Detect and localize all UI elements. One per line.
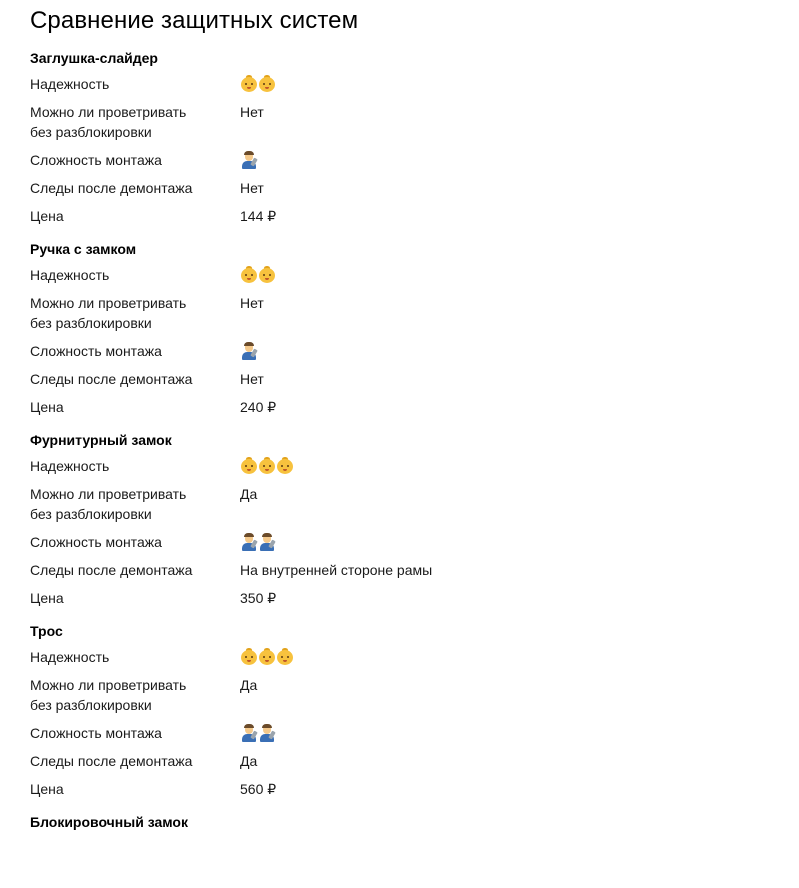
installation-label: Сложность монтажа — [30, 152, 162, 168]
ventilation-row — [30, 293, 790, 333]
price-row — [30, 779, 790, 799]
ventilation-value: Нет — [240, 104, 264, 120]
price-label: Цена — [30, 399, 64, 415]
traces-label: Следы после демонтажа — [30, 562, 193, 578]
ventilation-label: Можно ли проветривать без разблокировки — [30, 104, 187, 140]
ventilation-label: Можно ли проветривать без разблокировки — [30, 677, 187, 713]
comparison-page — [30, 0, 790, 830]
baby-face-icon — [276, 648, 294, 666]
system-section — [30, 623, 790, 799]
system-section — [30, 241, 790, 417]
installation-label: Сложность монтажа — [30, 534, 162, 550]
reliability-rating — [240, 74, 790, 94]
baby-face-icon — [240, 75, 258, 93]
traces-value: На внутренней стороне рамы — [240, 562, 433, 578]
price-value: 350 ₽ — [240, 590, 277, 606]
ventilation-row — [30, 675, 790, 715]
traces-label: Следы после демонтажа — [30, 371, 193, 387]
price-value: 560 ₽ — [240, 781, 277, 797]
price-row — [30, 206, 790, 226]
reliability-row — [30, 74, 790, 94]
mechanic-icon — [258, 724, 276, 742]
reliability-row — [30, 647, 790, 667]
reliability-rating — [240, 456, 790, 476]
reliability-rating — [240, 647, 790, 667]
baby-face-icon — [258, 75, 276, 93]
baby-face-icon — [258, 266, 276, 284]
reliability-label: Надежность — [30, 267, 110, 283]
traces-value: Да — [240, 753, 258, 769]
installation-rating — [240, 532, 790, 552]
price-label: Цена — [30, 781, 64, 797]
traces-value: Нет — [240, 180, 264, 196]
installation-row — [30, 723, 790, 743]
reliability-row — [30, 456, 790, 476]
system-section — [30, 50, 790, 226]
price-value: 240 ₽ — [240, 399, 277, 415]
mechanic-icon — [240, 724, 258, 742]
baby-face-icon — [240, 648, 258, 666]
reliability-label: Надежность — [30, 76, 110, 92]
price-row — [30, 397, 790, 417]
traces-label: Следы после демонтажа — [30, 180, 193, 196]
baby-face-icon — [240, 266, 258, 284]
installation-label: Сложность монтажа — [30, 343, 162, 359]
price-row — [30, 588, 790, 608]
traces-row — [30, 369, 790, 389]
system-name: Заглушка-слайдер — [30, 50, 158, 66]
ventilation-row — [30, 102, 790, 142]
system-section — [30, 432, 790, 608]
reliability-rating — [240, 265, 790, 285]
mechanic-icon — [258, 533, 276, 551]
price-label: Цена — [30, 590, 64, 606]
traces-row — [30, 560, 790, 580]
traces-row — [30, 178, 790, 198]
installation-row — [30, 532, 790, 552]
mechanic-icon — [240, 342, 258, 360]
system-section — [30, 814, 790, 830]
mechanic-icon — [240, 151, 258, 169]
installation-label: Сложность монтажа — [30, 725, 162, 741]
ventilation-value: Нет — [240, 295, 264, 311]
ventilation-value: Да — [240, 677, 258, 693]
system-name: Блокировочный замок — [30, 814, 188, 830]
reliability-row — [30, 265, 790, 285]
ventilation-label: Можно ли проветривать без разблокировки — [30, 295, 187, 331]
ventilation-value: Да — [240, 486, 258, 502]
installation-rating — [240, 341, 790, 361]
ventilation-label: Можно ли проветривать без разблокировки — [30, 486, 187, 522]
price-value: 144 ₽ — [240, 208, 277, 224]
mechanic-icon — [240, 533, 258, 551]
ventilation-row — [30, 484, 790, 524]
baby-face-icon — [276, 457, 294, 475]
installation-row — [30, 150, 790, 170]
traces-value: Нет — [240, 371, 264, 387]
baby-face-icon — [258, 457, 276, 475]
price-label: Цена — [30, 208, 64, 224]
installation-rating — [240, 150, 790, 170]
system-name: Ручка с замком — [30, 241, 137, 257]
system-name: Фурнитурный замок — [30, 432, 172, 448]
reliability-label: Надежность — [30, 458, 110, 474]
baby-face-icon — [258, 648, 276, 666]
installation-rating — [240, 723, 790, 743]
system-name: Трос — [30, 623, 63, 639]
reliability-label: Надежность — [30, 649, 110, 665]
traces-label: Следы после демонтажа — [30, 753, 193, 769]
installation-row — [30, 341, 790, 361]
baby-face-icon — [240, 457, 258, 475]
traces-row — [30, 751, 790, 771]
page-title: Сравнение защитных систем — [30, 7, 359, 34]
